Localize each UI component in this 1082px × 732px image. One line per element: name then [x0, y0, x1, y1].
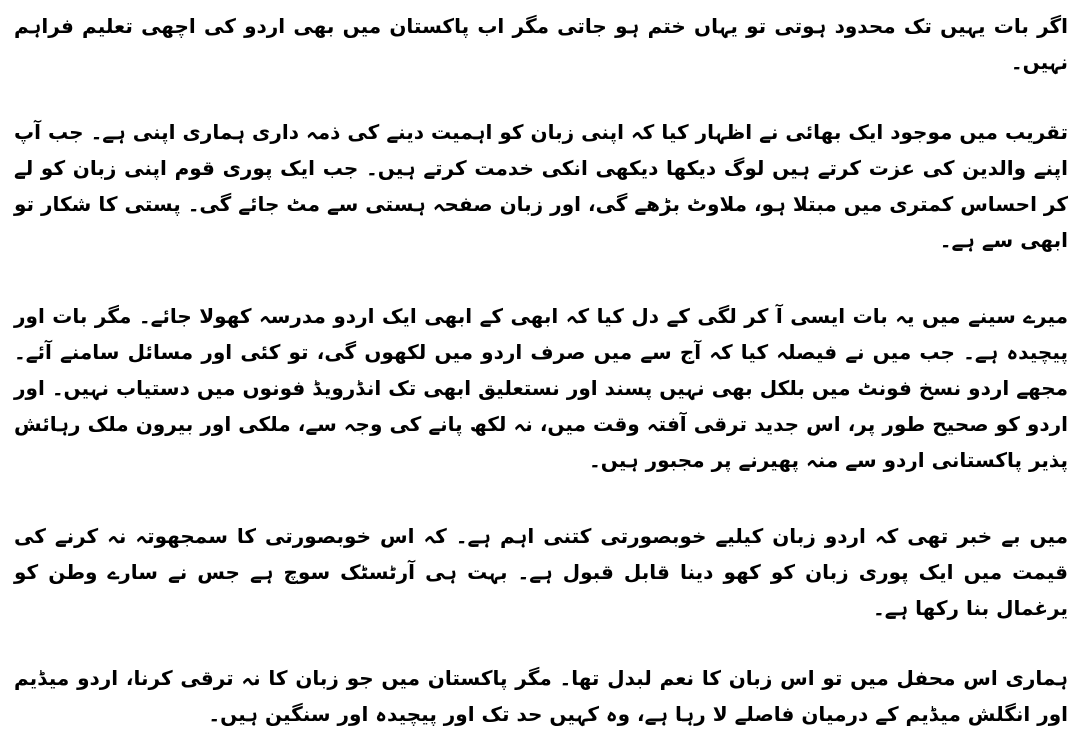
paragraph-3: میرے سینے میں یہ بات ایسی آ کر لگی کے دل کیا کہ ابھی کے ابھی ایک اردو مدرسہ کھولا جائے۔ مگر بات اور پیچیدہ ہے۔ جب میں نے فیصلہ کیا کہ آج سے میں صرف اردو میں لکھوں گی، تو کئی اور مسائل سامنے آئے۔ مجھے اردو نسخ فونٹ میں بلکل بھی نہیں پسند اور نستعلیق ابھی تک انڈرویڈ فونوں میں دستیاب نہیں۔ اور اردو کو صحیح طور پر، اس جدید ترقی آفتہ وقت میں، نہ لکھ پانے کی وجہ سے، ملکی اور بیرون ملک رہائش پذیر پاکستانی اردو سے منہ پھیرنے پر مجبور ہیں۔ [14, 304, 1068, 472]
paragraph-4: میں بے خبر تھی کہ اردو زبان کیلیے خوبصورتی کتنی اہم ہے۔ کہ اس خوبصورتی کا سمجھوتہ نہ کرنے کی قیمت میں ایک پوری زبان کو کھو دینا قابل قبول ہے۔ بہت ہی آرٹسٹک سوچ ہے جس نے سارے وطن کو یرغمال بنا رکھا ہے۔ [14, 524, 1068, 620]
paragraph-5: ہماری اس محفل میں تو اس زبان کا نعم لبدل تھا۔ مگر پاکستان میں جو زبان کا نہ ترقی کرنا، اردو میڈیم اور انگلش میڈیم کے درمیان فاصلے لا رہا ہے، وہ کہیں حد تک اور پیچیدہ اور سنگین ہیں۔ [14, 666, 1068, 726]
paragraph-1: اگر بات یہیں تک محدود ہوتی تو یہاں ختم ہو جاتی مگر اب پاکستان میں بھی اردو کی اچھی تعلیم فراہم نہیں۔ [14, 14, 1068, 74]
paragraph-2: تقریب میں موجود ایک بھائی نے اظہار کیا کہ اپنی زبان کو اہمیت دینے کی ذمہ داری ہماری اپنی ہے۔ جب آپ اپنے والدین کی عزت کرتے ہیں لوگ دیکھا دیکھی انکی خدمت کرتے ہیں۔ جب ایک پوری قوم اپنی زبان کو لے کر احساس کمتری میں مبتلا ہو، ملاوٹ بڑھے گی، اور زبان صفحہ ہستی سے مٹ جائے گی۔ پستی کا شکار تو ابھی سے ہے۔ [14, 120, 1068, 252]
